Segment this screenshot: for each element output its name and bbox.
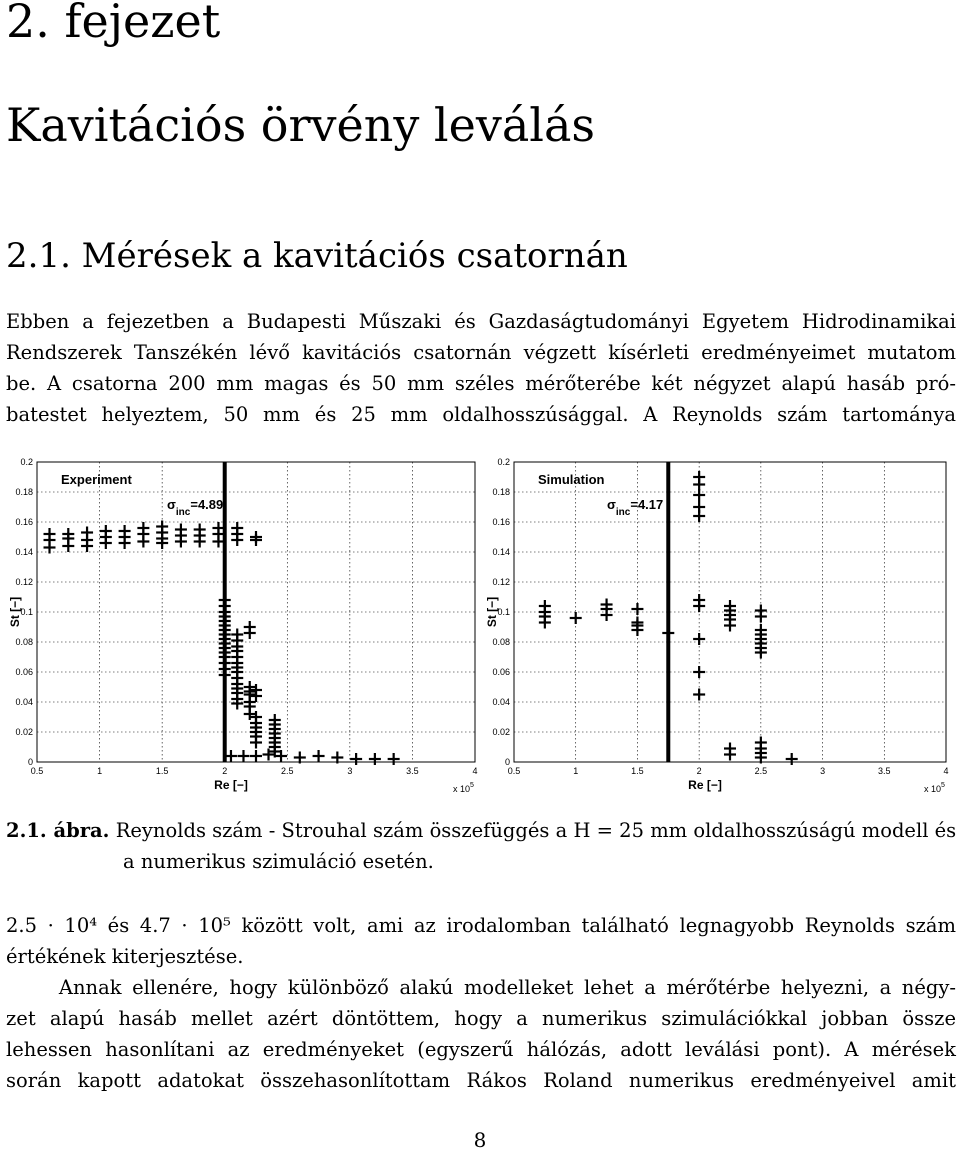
x-tick-label: 2 — [222, 766, 228, 776]
y-axis-label: St [−] — [8, 596, 22, 628]
y-tick-label: 0.1 — [497, 607, 510, 617]
data-point — [662, 627, 674, 639]
x-multiplier-base: x 10 — [924, 784, 942, 794]
caption-text: Reynolds szám - Strouhal szám összefüggés a H = 25 mm oldalhosszúságú modell és — [115, 819, 957, 842]
x-multiplier-base: x 10 — [453, 784, 471, 794]
x-tick-label: 2 — [696, 766, 702, 776]
y-tick-label: 0.18 — [492, 487, 510, 497]
x-tick-label: 1.5 — [631, 766, 644, 776]
data-point — [237, 750, 249, 762]
x-multiplier — [924, 782, 945, 794]
data-point — [263, 749, 275, 761]
y-tick-label: 0.02 — [492, 727, 510, 737]
x-tick-label: 3.5 — [406, 766, 419, 776]
sigma-symbol: σ — [607, 497, 616, 512]
data-point — [250, 534, 262, 546]
text-line: Annak ellenére, hogy különböző alakú modelleket lehet a mérőtérbe helyezni, a négy- — [6, 976, 956, 999]
intro-paragraph — [6, 306, 956, 430]
data-point — [219, 669, 231, 681]
data-point — [786, 753, 798, 765]
x-tick-label: 0.5 — [30, 766, 44, 776]
data-point — [631, 603, 643, 615]
data-point — [693, 510, 705, 522]
y-tick-label: 0.16 — [15, 517, 33, 527]
data-point — [137, 536, 149, 548]
panel-label: Simulation — [538, 472, 605, 487]
data-point — [313, 750, 325, 762]
data-point — [693, 633, 705, 645]
section-heading: 2.1. Mérések a kavitációs csatornán — [6, 236, 628, 276]
y-tick-label: 0.16 — [492, 517, 510, 527]
data-point — [369, 753, 381, 765]
y-tick-label: 0.2 — [497, 457, 510, 467]
data-point — [62, 540, 74, 552]
data-point — [388, 753, 400, 765]
text-line: lehessen hasonlítani az eredményeket (egyszerű hálózás, adott leválási pont). A mérések — [6, 1038, 956, 1061]
x-axis-label: Re [−] — [214, 778, 248, 792]
y-tick-label: 0.12 — [15, 577, 33, 587]
x-tick-label: 1.5 — [155, 766, 169, 776]
x-multiplier-exponent: 5 — [470, 782, 474, 789]
x-tick-label: 1 — [97, 766, 103, 776]
text-line: során kapott adatokat összehasonlítottam Rákos Roland numerikus eredményeivel amit — [6, 1069, 956, 1092]
sigma-value: =4.17 — [630, 497, 664, 512]
x-tick-label: 2.5 — [754, 766, 768, 776]
panel-label: Experiment — [61, 472, 132, 487]
data-point — [601, 609, 613, 621]
caption-line: a numerikus szimuláció esetén. — [123, 850, 434, 873]
data-point — [244, 708, 256, 720]
x-tick-label: 3.5 — [878, 766, 891, 776]
data-point — [175, 536, 187, 548]
chapter-title: Kavitációs örvény leválás — [6, 98, 596, 152]
y-tick-label: 0.14 — [15, 547, 33, 557]
figure-caption — [6, 815, 956, 877]
x-tick-label: 4 — [943, 766, 949, 776]
text-line: 2.5 · 10⁴ és 4.7 · 10⁵ között volt, ami az irodalomban található legnagyobb Reynolds szám — [6, 914, 956, 937]
page-number: 8 — [473, 1128, 487, 1152]
x-tick-label: 2.5 — [281, 766, 294, 776]
data-point — [350, 753, 362, 765]
y-tick-label: 0.02 — [15, 727, 33, 737]
y-tick-label: 0.06 — [492, 667, 510, 677]
y-tick-label: 0.18 — [15, 487, 33, 497]
x-tick-label: 4 — [472, 766, 478, 776]
text-line: Rendszerek Tanszékén lévő kavitációs csatornán végzett kísérleti eredményeimet mutatom — [6, 341, 956, 364]
data-point — [693, 689, 705, 701]
data-point — [225, 750, 237, 762]
y-tick-label: 0.04 — [492, 697, 510, 707]
sigma-value: =4.89 — [190, 497, 224, 512]
text-line: zet alapú hasáb mellet azért döntöttem, hogy a numerikus szimulációkkal jobban össze — [6, 1007, 956, 1030]
x-tick-label: 3 — [347, 766, 353, 776]
data-point — [212, 536, 224, 548]
data-point — [724, 749, 736, 761]
chart-panel-experiment — [8, 457, 478, 794]
y-tick-label: 0.08 — [492, 637, 510, 647]
y-tick-label: 0.14 — [492, 547, 510, 557]
data-point — [244, 627, 256, 639]
y-tick-label: 0.06 — [15, 667, 33, 677]
y-axis-label: St [−] — [485, 596, 499, 628]
text-line: Ebben a fejezetben a Budapesti Műszaki és Gazdaságtudományi Egyetem Hidrodinamikai — [6, 310, 956, 333]
chapter-label: 2. fejezet — [6, 0, 221, 48]
data-point — [755, 611, 767, 623]
data-point — [693, 479, 705, 491]
data-point — [570, 612, 582, 624]
y-tick-label: 0 — [27, 757, 33, 767]
data-point — [693, 666, 705, 678]
text-line: batestet helyeztem, 50 mm és 25 mm oldalhosszúsággal. A Reynolds szám tartománya — [6, 403, 956, 426]
text-line: be. A csatorna 200 mm magas és 50 mm széles mérőterébe két négyzet alapú hasáb pró- — [6, 372, 956, 395]
data-point — [250, 737, 262, 749]
data-point — [81, 540, 93, 552]
data-point — [693, 489, 705, 501]
sigma-annotation — [607, 497, 663, 518]
x-tick-label: 3 — [820, 766, 826, 776]
y-tick-label: 0.04 — [15, 697, 33, 707]
data-point — [250, 750, 262, 762]
y-tick-label: 0.1 — [20, 607, 33, 617]
y-tick-label: 0.12 — [492, 577, 510, 587]
y-tick-label: 0.08 — [15, 637, 33, 647]
data-point — [693, 600, 705, 612]
caption-label: 2.1. ábra. — [6, 819, 110, 842]
x-multiplier — [453, 782, 474, 794]
figure-re-st — [0, 452, 960, 802]
body-paragraph — [6, 910, 956, 1096]
x-tick-label: 1 — [573, 766, 579, 776]
chart-panel-simulation — [485, 457, 949, 794]
sigma-annotation — [167, 497, 223, 518]
sigma-symbol: σ — [167, 497, 176, 512]
x-axis-label: Re [−] — [688, 778, 722, 792]
caption-line — [6, 815, 956, 846]
data-point — [194, 536, 206, 548]
sigma-subscript: inc — [615, 507, 631, 518]
data-point — [231, 534, 243, 546]
x-tick-label: 0.5 — [507, 766, 521, 776]
data-point — [539, 617, 551, 629]
y-tick-label: 0.2 — [20, 457, 33, 467]
y-tick-label: 0 — [504, 757, 510, 767]
data-point — [119, 537, 131, 549]
text-line: értékének kiterjesztése. — [6, 945, 244, 968]
x-multiplier-exponent: 5 — [941, 782, 945, 789]
data-point — [724, 620, 736, 632]
sigma-subscript: inc — [175, 507, 191, 518]
data-point — [100, 537, 112, 549]
